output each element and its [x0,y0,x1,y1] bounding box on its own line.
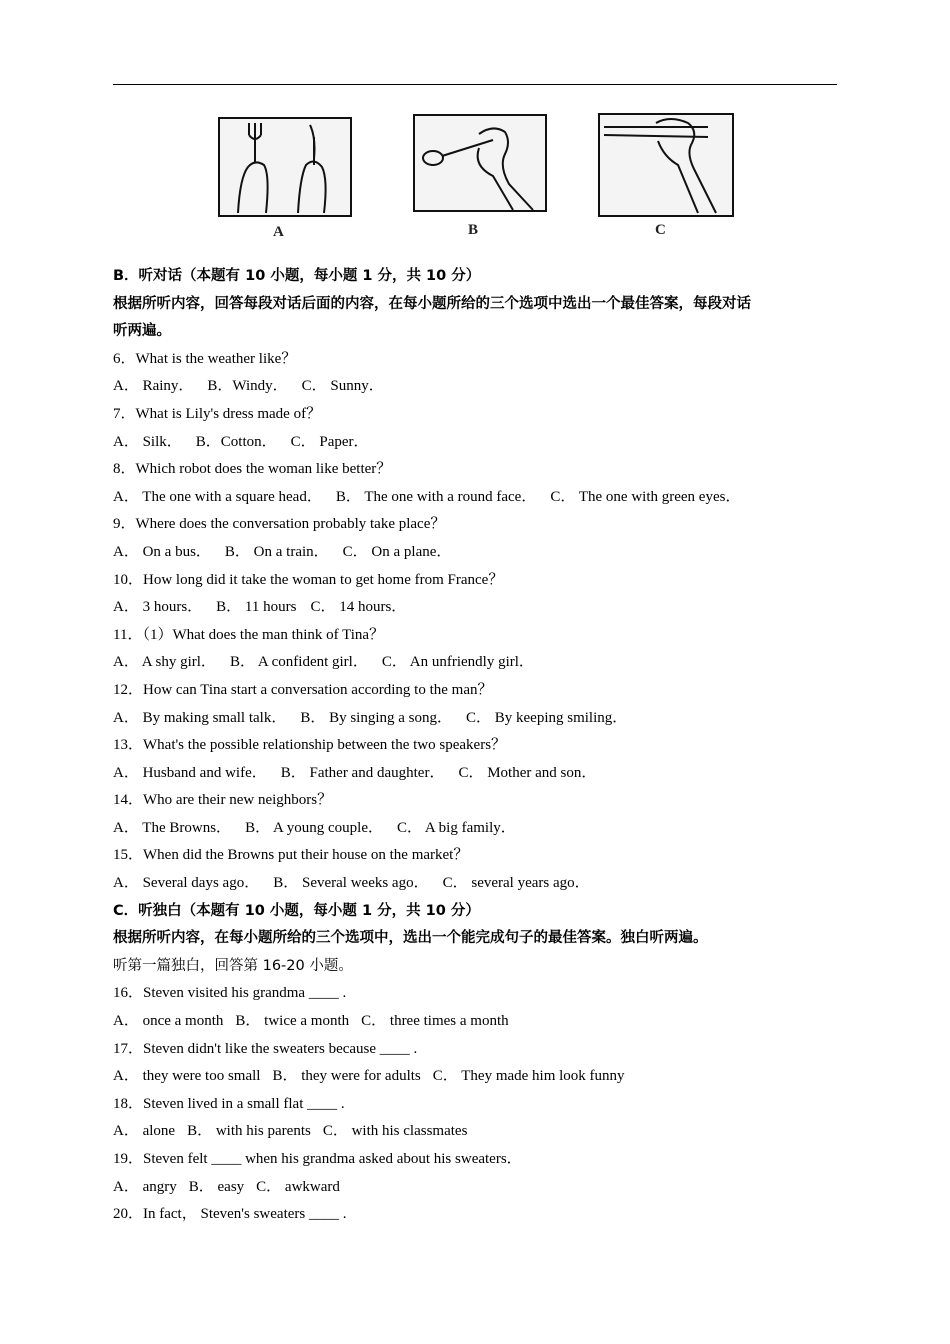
answer-option[interactable]: B． A confident girl． [229,654,368,671]
section-b-title: B．听对话（本题有 10 小题，每小题 1 分，共 10 分） [113,268,481,284]
picture-c-label: C [655,222,666,238]
answer-option[interactable]: C． with his classmates [322,1123,468,1140]
answer-option[interactable]: A． Rainy． [113,378,194,395]
section-c-instruction: 根据所听内容，在每小题所给的三个选项中，选出一个能完成句子的最佳答案。独白听两遍。 [113,930,708,947]
spoon-hand-icon [413,114,547,212]
answer-option[interactable]: A． Several days ago． [113,875,260,892]
answer-option[interactable]: A． By making small talk． [113,709,287,726]
header-rule [113,84,837,85]
section-b-instruction: 根据所听内容，回答每段对话后面的内容，在每小题所给的三个选项中选出一个最佳答案，每段对话 [113,295,751,312]
option-row [113,539,839,567]
question-stem: 18．Steven lived in a small flat ____ . [113,1095,345,1112]
question-stem: 16．Steven visited his grandma ____ . [113,985,347,1002]
answer-option[interactable]: B． Several weeks ago． [273,875,429,892]
answer-option[interactable]: C． The one with green eyes． [550,488,741,505]
section-b-instruction-cont: 听两遍。 [113,323,171,340]
question-stem: 20．In fact， Steven's sweaters ____ . [113,1206,347,1223]
picture-c [598,113,734,217]
option-row [113,1174,839,1202]
answer-option[interactable]: C． three times a month [361,1013,509,1030]
question-stem: 11．（1）What does the man think of Tina？ [113,626,385,643]
picture-b [413,114,547,212]
picture-b-label: B [468,222,479,238]
chopsticks-hand-icon [598,113,734,217]
answer-option[interactable]: A． angry [113,1178,177,1195]
option-row [113,1008,839,1036]
question-stem: 15．When did the Browns put their house on the market？ [113,847,469,864]
question-stem: 13．What's the possible relationship between the two speakers？ [113,737,507,754]
answer-option[interactable]: B． with his parents [187,1123,311,1140]
answer-option[interactable]: A． Husband and wife． [113,764,267,781]
answer-option[interactable]: A． A shy girl． [113,654,216,671]
answer-option[interactable]: C． several years ago． [442,875,590,892]
option-row [113,760,839,788]
section-c-subinstruction: 听第一篇独白，回答第 16-20 小题。 [113,957,353,974]
answer-option[interactable]: C． Paper． [290,433,369,450]
answer-option[interactable]: C． 14 hours． [310,599,407,616]
option-row [113,1118,839,1146]
section-c-title: C．听独白（本题有 10 小题，每小题 1 分，共 10 分） [113,902,480,919]
picture-a [218,117,352,217]
answer-option[interactable]: B． easy [188,1178,245,1195]
answer-option[interactable]: B． By singing a song． [300,709,453,726]
answer-option[interactable]: C． On a plane． [342,543,452,560]
answer-option[interactable]: A． alone [113,1123,176,1140]
question-stem: 14．Who are their new neighbors？ [113,792,333,809]
option-row [113,815,839,843]
option-row [113,1063,839,1091]
answer-option[interactable]: B． A young couple． [245,819,383,836]
answer-option[interactable]: B．Cotton． [195,433,277,450]
answer-option[interactable]: A． On a bus． [113,543,211,560]
answer-option[interactable]: C． Sunny． [301,378,384,395]
fork-and-knife-hands-icon [218,117,352,217]
question-stem: 10．How long did it take the woman to get home from France？ [113,571,504,588]
option-row [113,594,839,622]
answer-option[interactable]: A． Silk． [113,433,182,450]
answer-option[interactable]: A． they were too small [113,1068,261,1085]
picture-a-label: A [273,224,284,240]
option-row [113,649,839,677]
answer-option[interactable]: B． Father and daughter． [280,764,445,781]
answer-option[interactable]: C． They made him look funny [432,1068,625,1085]
question-stem: 8．Which robot does the woman like better？ [113,461,392,478]
answer-option[interactable]: A． 3 hours． [113,599,203,616]
answer-option[interactable]: B． twice a month [235,1013,350,1030]
option-row [113,373,839,401]
answer-option[interactable]: B． The one with a round face． [335,488,537,505]
question-stem: 6．What is the weather like？ [113,350,297,367]
question-stem: 17．Steven didn't like the sweaters because ____ . [113,1040,418,1057]
question-stem: 19．Steven felt ____ when his grandma asked about his sweaters． [113,1151,522,1167]
option-row [113,429,839,457]
answer-option[interactable]: C． An unfriendly girl． [381,654,534,671]
question-stem: 12．How can Tina start a conversation according to the man？ [113,681,493,698]
question-content [113,263,839,1229]
answer-option[interactable]: A． The Browns． [113,819,232,836]
question-stem: 7．What is Lily's dress made of？ [113,405,322,422]
answer-option[interactable]: B． 11 hours [216,599,297,616]
answer-option[interactable]: C． A big family． [396,819,516,836]
answer-option[interactable]: C． awkward [256,1178,340,1195]
option-row [113,870,839,898]
answer-option[interactable]: C． Mother and son． [458,764,597,781]
answer-option[interactable]: B． they were for adults [272,1068,421,1085]
answer-option[interactable]: A． once a month [113,1013,224,1030]
answer-option[interactable]: C． By keeping smiling． [466,709,628,726]
answer-option[interactable]: B． On a train． [224,543,329,560]
option-row [113,705,839,733]
answer-option[interactable]: B．Windy． [207,378,288,395]
question-stem: 9．Where does the conversation probably take place？ [113,516,446,533]
answer-option[interactable]: A． The one with a square head． [113,488,322,505]
option-row [113,484,839,512]
